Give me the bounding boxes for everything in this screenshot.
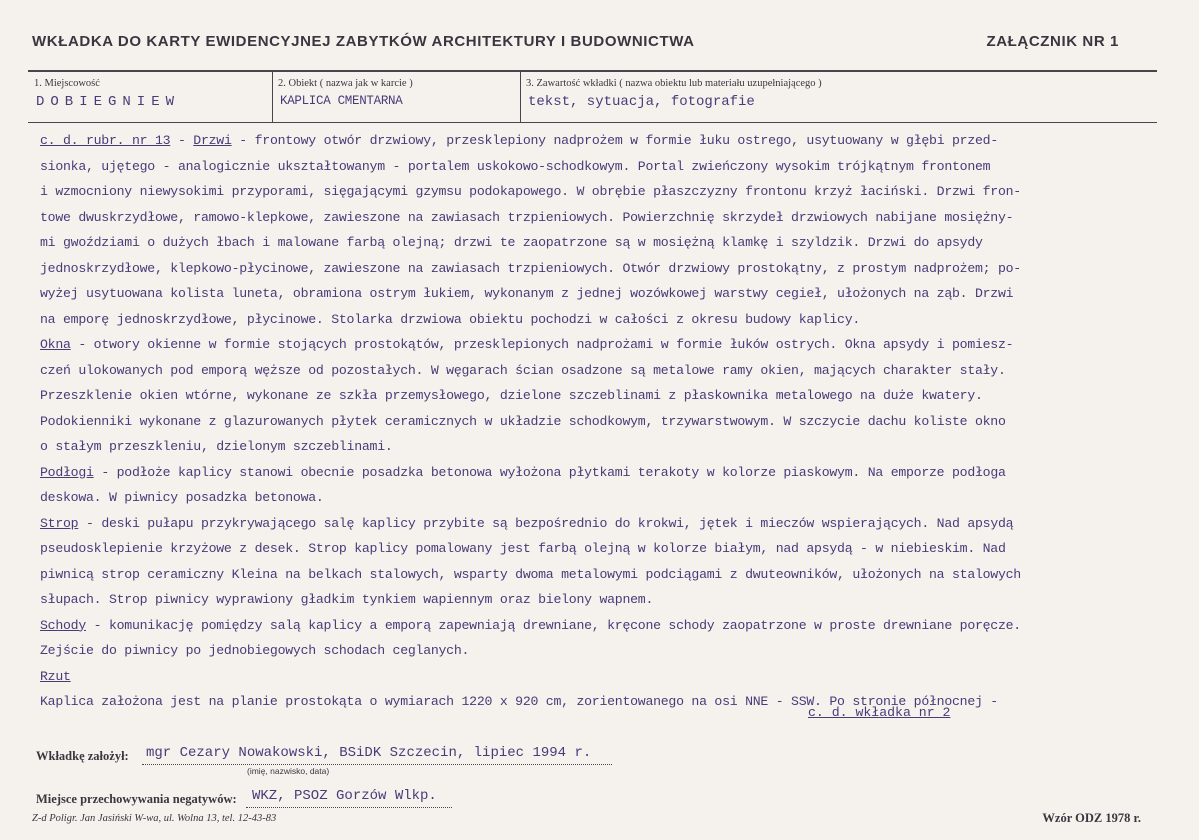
heading-stairs: Schody <box>40 617 86 633</box>
heading-floors: Podłogi <box>40 464 94 480</box>
text-line: piwnicą strop ceramiczny Kleina na belkach stalowych, wsparty dwoma metalowymi podciągami z dwuteowników, ułożonych na stalowych <box>40 566 1021 582</box>
text-line: Podłogi - podłoże kaplicy stanowi obecnie posadzka betonowa wyłożona płytkami terakoty w kolorze piaskowym. Na emporze podłoga <box>40 464 1006 480</box>
text-line: Strop - deski pułapu przykrywającego salę kaplicy przybite są bezpośrednio do krokwi, jętek i mieczów wspierających. Nad apsydą <box>40 515 1014 531</box>
storage-value: WKZ, PSOZ Gorzów Wlkp. <box>252 788 437 804</box>
text-line: na emporę jednoskrzydłowe, płycinowe. Stolarka drzwiowa obiektu pochodzi w całości z okresu budowy kaplicy. <box>40 311 861 327</box>
text-line: i wzmocniony niewysokimi przyporami, sięgającymi gzymsu podokapowego. W obrębie płaszczyzny frontonu krzyż łaciński. Drzwi fron- <box>40 184 1021 199</box>
fields-divider <box>28 122 1157 123</box>
author-caption: (imię, nazwisko, data) <box>247 766 330 776</box>
text-line: Zejście do piwnicy po jednobiegowych schodach ceglanych. <box>40 643 470 658</box>
field-locality-value: DOBIEGNIEW <box>36 94 181 110</box>
form-identifier: Wzór ODZ 1978 r. <box>1042 811 1141 825</box>
printer-imprint: Z-d Poligr. Jan Jasiński W-wa, ul. Wolna 13, tel. 12-43-83 <box>32 813 277 824</box>
text-line: mi gwoździami o dużych łbach i malowane farbą olejną; drzwi te zaopatrzone są w mosiężną klamkę i szyldzik. Drzwi do apsydy <box>40 235 983 250</box>
annex-number: ZAŁĄCZNIK NR 1 <box>986 33 1119 50</box>
field-object-value: KAPLICA CMENTARNA <box>280 94 403 108</box>
heading-doors: Drzwi <box>193 133 232 148</box>
continued-note: c. d. wkładka nr 2 <box>808 705 951 720</box>
heading-ceiling: Strop <box>40 515 79 531</box>
text-line: słupach. Strop piwnicy wyprawiony gładkim tynkiem wapiennym oraz bielony wapnem. <box>40 592 654 607</box>
body-text <box>40 128 1180 715</box>
storage-label: Miejsce przechowywania negatywów: <box>36 792 237 806</box>
field-object-label: 2. Obiekt ( nazwa jak w karcie ) <box>278 78 413 89</box>
text-line: towe dwuskrzydłowe, ramowo-klepkowe, zawieszone na zawiasach trzpieniowych. Powierzchnię skrzydeł drzwiowych nabijane mosiężny- <box>40 209 1014 225</box>
text-line: jednoskrzydłowe, klepkowo-płycinowe, zawieszone na zawiasach trzpieniowych. Otwór drzwiowy prostokątny, z prostym nadprożem; po- <box>40 260 1021 276</box>
storage-dotline <box>246 807 452 808</box>
text-line: pseudosklepienie krzyżowe z desek. Strop kaplicy pomalowany jest farbą olejną w kolorze białym, nad apsydą - w niebieskim. Nad <box>40 541 1006 556</box>
text-line: Okna - otwory okienne w formie stojących prostokątów, przesklepionych nadprożami w formie łuków ostrych. Okna apsydy i pomiesz- <box>40 337 1014 352</box>
text-line: o stałym przeszkleniu, dzielonym szczeblinami. <box>40 439 393 454</box>
document-title: WKŁADKA DO KARTY EWIDENCYJNEJ ZABYTKÓW ARCHITEKTURY I BUDOWNICTWA <box>32 33 695 50</box>
text-line: Kaplica założona jest na planie prostokąta o wymiarach 1220 x 920 cm, zorientowanego na osi NNE - SSW. Po stronie północnej - <box>40 694 998 709</box>
field-content-value: tekst, sytuacja, fotografie <box>528 94 755 110</box>
text-line: Schody - komunikację pomiędzy salą kaplicy a emporą zapewniają drewniane, kręcone schody zaopatrzone w proste drewniane poręcze. <box>40 617 1021 633</box>
author-value: mgr Cezary Nowakowski, BSiDK Szczecin, lipiec 1994 r. <box>146 745 592 761</box>
field-content <box>520 72 1157 122</box>
text-line: c. d. rubr. nr 13 - Drzwi - frontowy otwór drzwiowy, przesklepiony nadprożem w formie łuku ostrego, usytuowany w głębi przed- <box>40 133 999 148</box>
text-line: sionka, ujętego - analogicznie ukształtowanym - portalem uskokowo-schodkowym. Portal zwieńczony wysokim trójkątnym frontonem <box>40 158 991 174</box>
text-line: czeń ulokowanych pod emporą węższe od pozostałych. W węgarach ścian osadzone są metalowe ramy okien, mających charakter stały. <box>40 362 1006 378</box>
text-line: Przeszklenie okien wtórne, wykonane ze szkła przemysłowego, dzielone szczeblinami z płaskownika metalowego na duże kwatery. <box>40 388 983 403</box>
field-locality <box>28 72 272 122</box>
author-label: Wkładkę założył: <box>36 749 129 763</box>
field-locality-label: 1. Miejscowość <box>34 78 100 89</box>
text-line: Podokienniki wykonane z glazurowanych płytek ceramicznych w układzie schodkowym, trzywarstwowym. W szczycie dachu koliste okno <box>40 413 1006 429</box>
text-line: deskowa. W piwnicy posadzka betonowa. <box>40 490 324 505</box>
field-object <box>272 72 520 122</box>
heading-windows: Okna <box>40 337 71 352</box>
heading-plan: Rzut <box>40 668 71 684</box>
text-line: wyżej usytuowana kolista luneta, obramiona ostrym łukiem, wykonanym z jednej wozówkowej warstwy cegieł, ułożonych na ząb. Drzwi <box>40 286 1014 301</box>
field-content-label: 3. Zawartość wkładki ( nazwa obiektu lub materiału uzupełniającego ) <box>526 78 822 89</box>
author-dotline <box>142 764 612 765</box>
section-reference: c. d. rubr. nr 13 <box>40 133 171 148</box>
text-line <box>40 664 1180 690</box>
